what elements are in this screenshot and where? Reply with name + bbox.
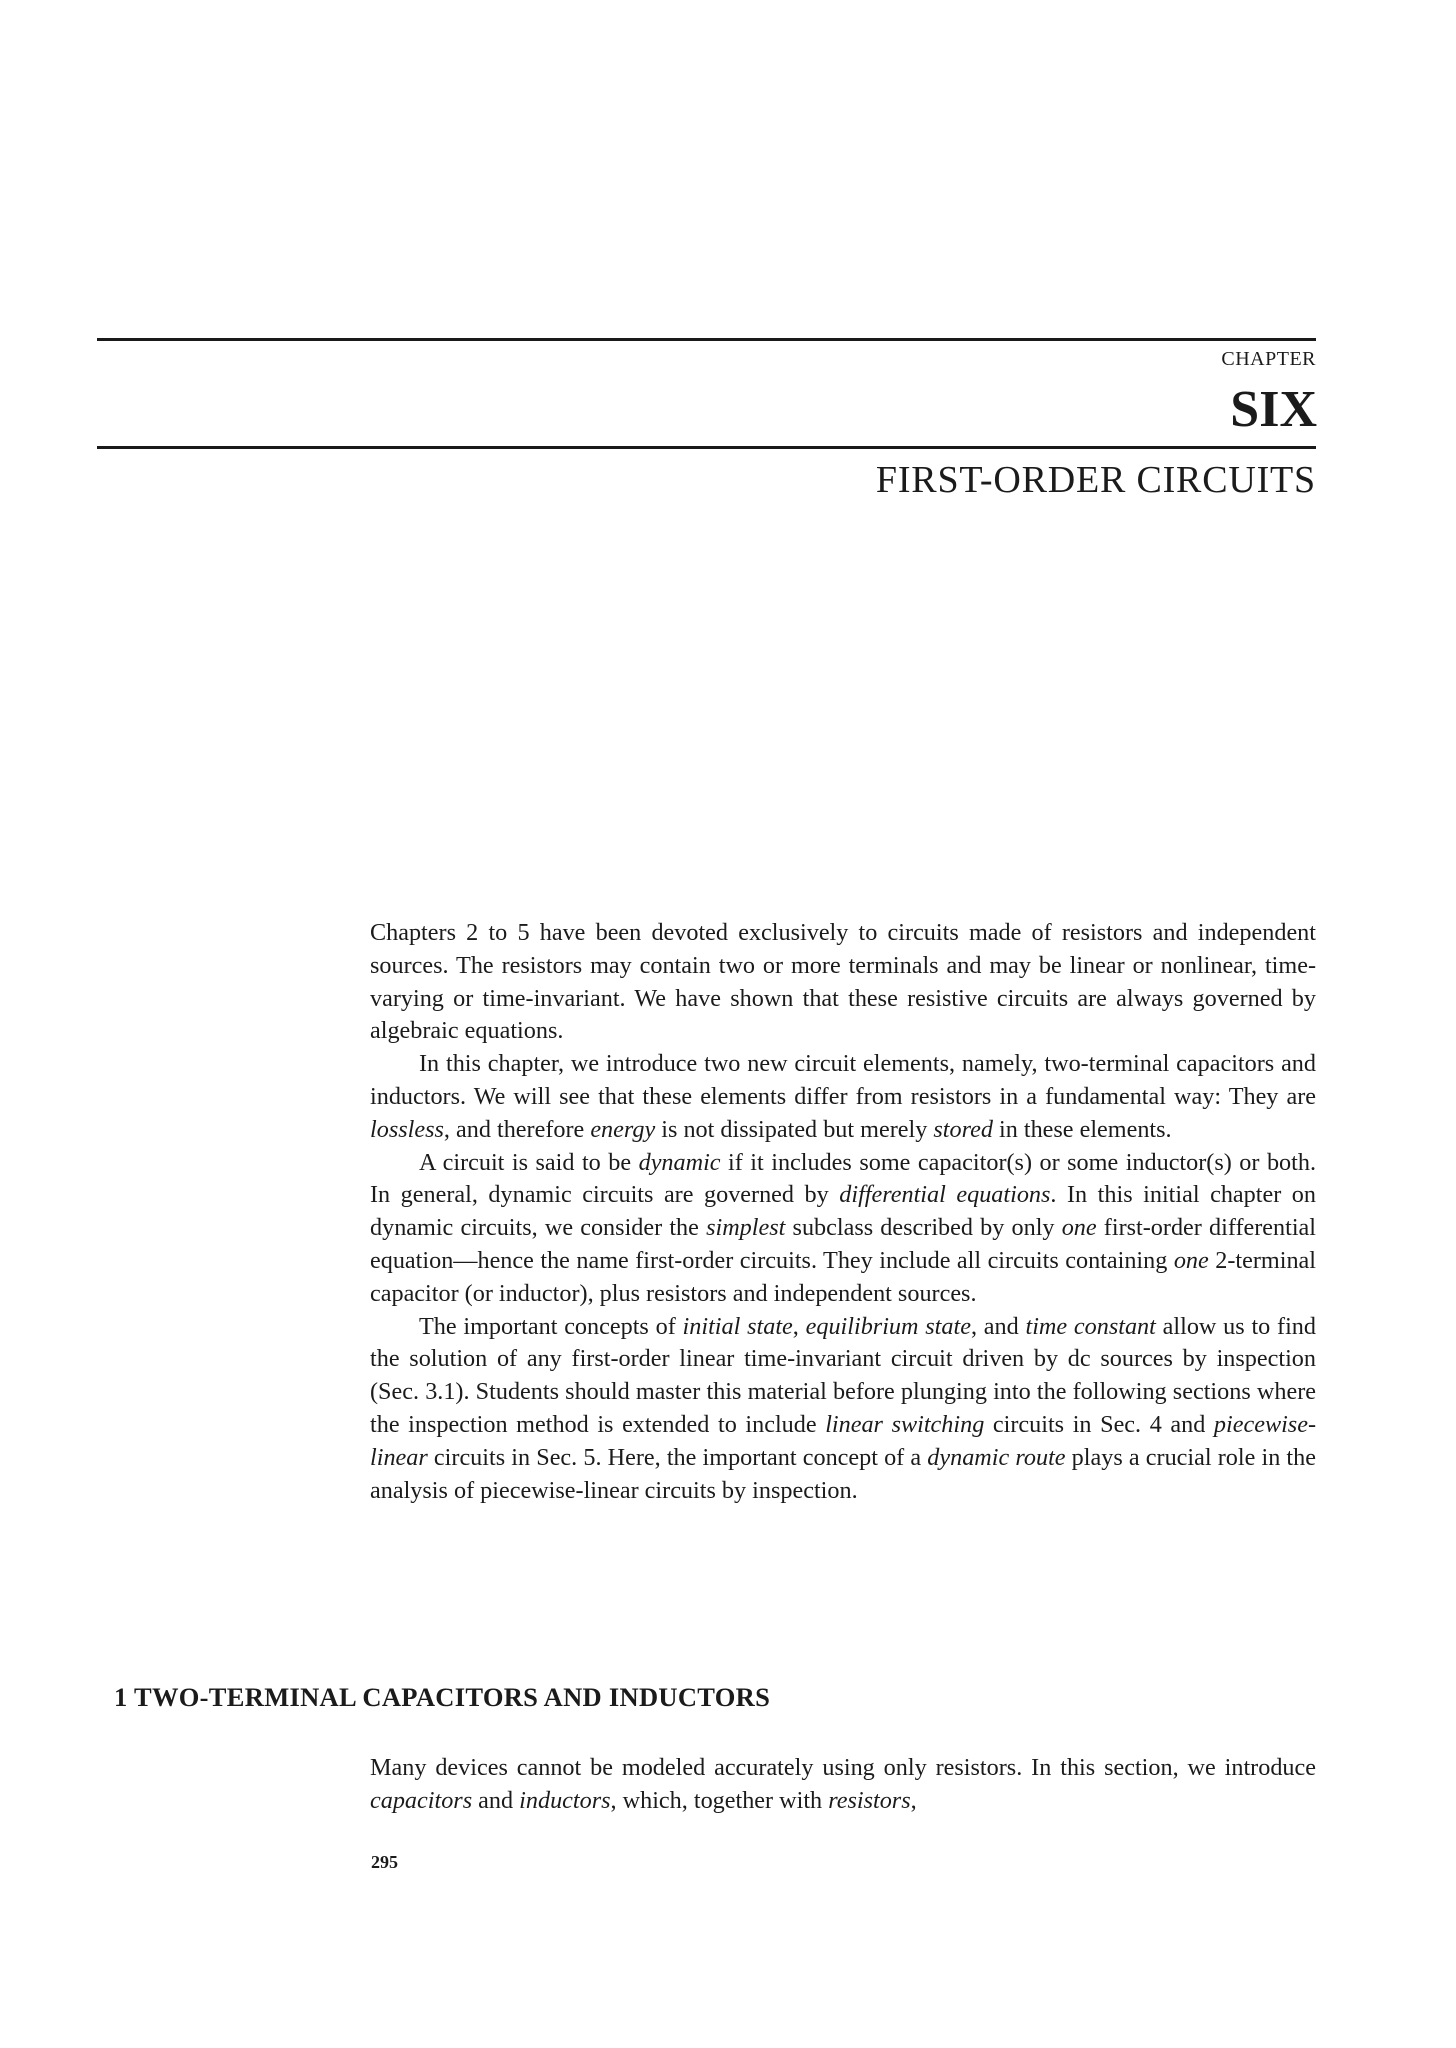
emphasis-text: dynamic <box>638 1148 721 1176</box>
intro-paragraph-3: A circuit is said to be dynamic if it includes some capacitor(s) or some inductor(s) or both. In general, dynamic circuits are governed by differential equations. In this initial chapter on dynamic circuits, we consider the simplest subclass described by only one first-order differential equation—hence the name first-order circuits. They include all circuits containing one 2-terminal capacitor (or inductor), plus resistors and independent sources. <box>370 1148 1317 1307</box>
emphasis-text: one <box>1061 1214 1097 1242</box>
emphasis-text: initial state <box>682 1312 793 1340</box>
emphasis-text: capacitors <box>370 1786 473 1814</box>
chapter-title: FIRST-ORDER CIRCUITS <box>875 459 1316 501</box>
intro-paragraph-1: Chapters 2 to 5 have been devoted exclusively to circuits made of resistors and independent sources. The resistors may contain two or more terminals and may be linear or nonlinear, time-varying or time-invariant. We have shown that these resistive circuits are always governed by algebraic equations. <box>370 919 1316 1045</box>
emphasis-text: lossless <box>370 1115 444 1143</box>
page-number: 295 <box>371 1852 398 1872</box>
emphasis-text: stored <box>933 1115 993 1143</box>
chapter-middle-rule <box>97 446 1316 449</box>
section-heading: 1 TWO-TERMINAL CAPACITORS AND INDUCTORS <box>114 1682 771 1712</box>
emphasis-text: differential equations <box>839 1181 1051 1209</box>
intro-paragraph-2: In this chapter, we introduce two new circuit elements, namely, two-terminal capacitors and inductors. We will see that these elements differ from resistors in a fundamental way: They are lossless, and therefore energy is not dissipated but merely stored in these elements. <box>370 1050 1316 1143</box>
emphasis-text: simplest <box>706 1214 786 1242</box>
section-paragraph-1: Many devices cannot be modeled accurately using only resistors. In this section, we introduce capacitors and inductors, which, together with resistors, <box>370 1754 1316 1814</box>
emphasis-text: one <box>1173 1246 1209 1274</box>
chapter-top-rule <box>97 338 1316 341</box>
emphasis-text: resistors <box>828 1786 911 1814</box>
chapter-number: SIX <box>1230 381 1317 438</box>
intro-paragraph-4: The important concepts of initial state, equilibrium state, and time constant allow us to find the solution of any first-order linear time-invariant circuit driven by dc sources by inspection (Sec. 3.1). Students should master this material before plunging into the following sections where the inspection method is extended to include linear switching circuits in Sec. 4 and piecewise-linear circuits in Sec. 5. Here, the important concept of a dynamic route plays a crucial role in the analysis of piecewise-linear circuits by inspection. <box>370 1312 1316 1504</box>
emphasis-text: time constant <box>1025 1312 1156 1340</box>
emphasis-text: piecewise-linear <box>370 1410 1316 1471</box>
emphasis-text: energy <box>590 1115 656 1143</box>
section-text <box>370 1752 1316 1818</box>
emphasis-text: linear switching <box>825 1410 985 1438</box>
emphasis-text: dynamic route <box>927 1443 1066 1471</box>
intro-text <box>370 917 1316 1507</box>
emphasis-text: equilibrium state <box>805 1312 971 1340</box>
chapter-label: CHAPTER <box>1221 348 1316 370</box>
emphasis-text: inductors <box>519 1786 611 1814</box>
